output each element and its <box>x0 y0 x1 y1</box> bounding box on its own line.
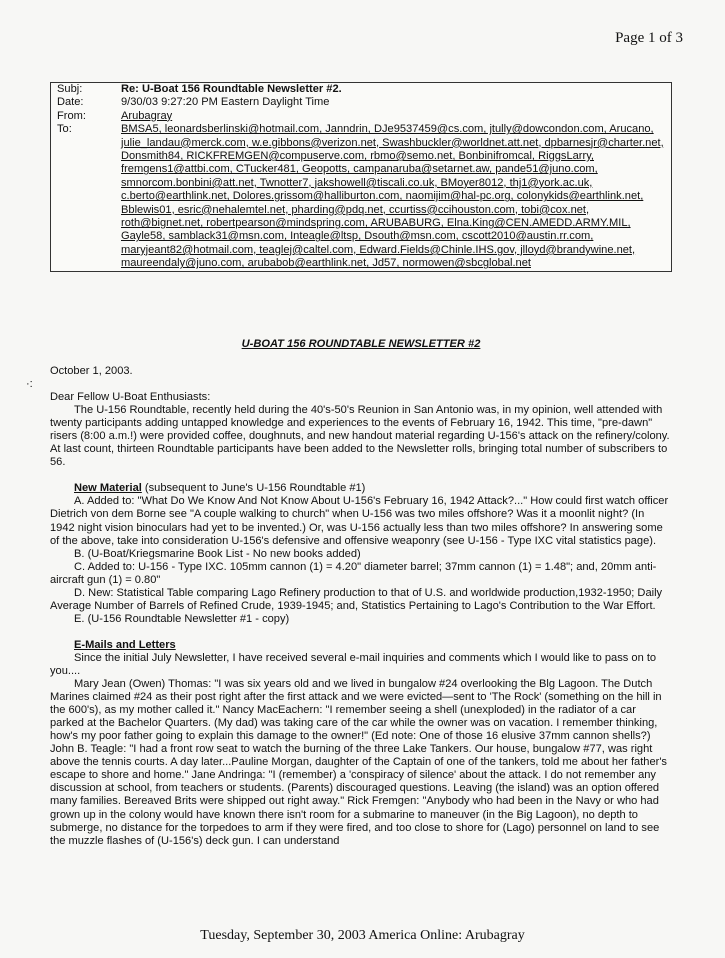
email-header <box>50 82 672 272</box>
item-c: C. Added to: U-156 - Type IXC. 105mm cannon (1) = 4.20" diameter barrel; 37mm cannon (1) = 1.48"; and, 20mm anti-aircraft gun (1) = 0.80" <box>50 560 657 586</box>
newsletter-title: U-BOAT 156 ROUNDTABLE NEWSLETTER #2 <box>241 338 481 350</box>
margin-mark: ·: <box>26 378 33 390</box>
from-row <box>51 110 671 123</box>
item-d: D. New: Statistical Table comparing Lago Refinery production to that of U.S. and worldwide production,1932-1950; Daily Average Number of Barrels of Refined Crude, 1939-1945; and, Statistics Pertaining to Lago's Contribution to the War Effort. <box>50 586 663 612</box>
date-label: Date: <box>57 96 84 109</box>
from-value[interactable]: Arubagray <box>121 109 173 122</box>
to-recipients[interactable]: BMSA5, leonardsberlinski@hotmail.com, Janndrin, DJe9537459@cs.com, jtully@dowcondon.com, Arucano, julie_landau@merck.com, w.e.gibbons@verizon.net, Swashbuckler@worldnet.att.net, dpbarnesjr@charter.net, Donsmith84, RICKFREMGEN@compuserve.com, rbmo@semo.net, Bonbinifromcal, RiggsLarry, fremgens1@attbi.com, CTucker481, Geopotts, campanaruba@setarnet.aw, pande51@juno.com, smnorcom.bonbini@att.net, Twnotter7, jakshowell@tiscali.co.uk, BMoyer8012, thj1@york.ac.uk, c.berto@earthlink.net, Dolores.grissom@halliburton.com, naomijim@hal-pc.org, colonykids@earthlink.net, Bblewis01, esric@nehalemtel.net, pharding@pdq.net, ccurtiss@ccihouston.com, tobi@cox.net, roth@bignet.net, robertpearson@mindspring.com, ARUBABURG, Elna.King@CEN.AMEDD.ARMY.MIL, Gayle58, samblack31@msn.com, Inteagle@ltsp, Dsouth@msn.com, cscott2010@austin.rr.com, maryjeant82@hotmail.com, teaglej@caltel.com, Edward.Fields@Chinle.IHS.gov, jlloyd@brandywine.net, maureendaly@juno.com, arubabob@earthlink.net, Jd57, normowen@sbcglobal.net <box>121 123 664 270</box>
subject-value: Re: U-Boat 156 Roundtable Newsletter #2. <box>121 83 342 95</box>
date-value: 9/30/03 9:27:20 PM Eastern Daylight Time <box>121 96 330 109</box>
item-b: B. (U-Boat/Kriegsmarine Book List - No new books added) <box>74 547 361 560</box>
emails-intro: Since the initial July Newsletter, I have received several e-mail inquiries and comments which I would like to pass on to you.... <box>50 651 657 677</box>
from-label: From: <box>57 109 86 122</box>
to-label: To: <box>57 123 72 136</box>
new-material-subtitle: (subsequent to June's U-156 Roundtable #1) <box>141 482 366 495</box>
intro-paragraph: The U-156 Roundtable, recently held during the 40's-50's Reunion in San Antonio was, in my opinion, well attended with twenty participants adding untapped knowledge and experiences to the events of February 16, 1942. This time, "pre-dawn" risers (8:00 a.m.!) were provided coffee, doughnuts, and new handout material regarding U-156's attack on the refinery/colony. At last count, thirteen Roundtable participants have been added to the Newsletter rolls, bringing total number of subscribers to 56. <box>50 404 670 469</box>
emails-heading <box>50 639 672 652</box>
subject-row <box>51 83 671 96</box>
subject-label: Subj: <box>57 83 83 95</box>
item-e: E. (U-156 Roundtable Newsletter #1 - copy) <box>74 612 290 625</box>
item-a: A. Added to: "What Do We Know And Not Know About U-156's February 16, 1942 Attack?..." How could first watch officer Dietrich von dem Borne see "A couple walking to church" when U-156 was two miles offshore? Was it a moonlit night? (In 1942 night vision binoculars had yet to be invented.) Or, was U-156 actually less than two miles offshore? In answering some of the above, take into consideration U-156's defensive and offensive weaponry (see U-156 - Type IXC vital statistics page). <box>50 495 669 547</box>
newsletter-body <box>50 338 672 848</box>
new-material-title: New Material <box>74 482 142 495</box>
page-footer: Tuesday, September 30, 2003 America Online: Arubagray <box>200 928 525 943</box>
date-row <box>51 96 671 109</box>
salutation: Dear Fellow U-Boat Enthusiasts: <box>50 391 211 404</box>
to-row <box>51 123 671 270</box>
emails-title: E-Mails and Letters <box>74 638 176 651</box>
new-material-heading <box>50 482 672 495</box>
newsletter-date: October 1, 2003. <box>50 365 133 378</box>
letters-paragraph: Mary Jean (Owen) Thomas: "I was six years old and we lived in bungalow #24 overlooking the Blg Lagoon. The Dutch Marines claimed #24 as their post right after the first attack and we were evicted—sent to 'The Rock' (something on the hill in the 600's), as my mother called it." Nancy MacEachern: "I remember seeing a shell (unexploded) in the radiator of a car parked at the Bachelor Quarters. (My dad) was taking care of the car while the owner was on vacation. I remember thinking, how's my poor father going to explain this damage to the owner!" (Ed note: One of those 16 elusive 37mm cannon shells?) John B. Teagle: "I had a front row seat to watch the burning of the three Lake Tankers. Our house, bungalow #77, was right above the tennis courts. A day later...Pauline Morgan, daughter of the Captain of one of the tankers, told me about her father's escape to shore and home." Jane Andringa: "I (remember) a 'conspiracy of silence' about the attack. I do not remember any discussion at school, from teachers or students. (Parents) discouraged questions. Leaving (the island) was an option offered many families. Bereaved Brits were shipped out right away." Rick Fremgen: "Anybody who had been in the Navy or who had grown up in the colony would have known there isn't room for a submarine to maneuver (in the Big Lagoon), no depth to submerge, no distance for the torpedoes to arm if they were fired, and too close to shore for (Lago) personnel on land to see the muzzle flashes of (U-156's) deck gun. I can understand <box>50 678 667 847</box>
page-number: Page 1 of 3 <box>615 30 683 46</box>
